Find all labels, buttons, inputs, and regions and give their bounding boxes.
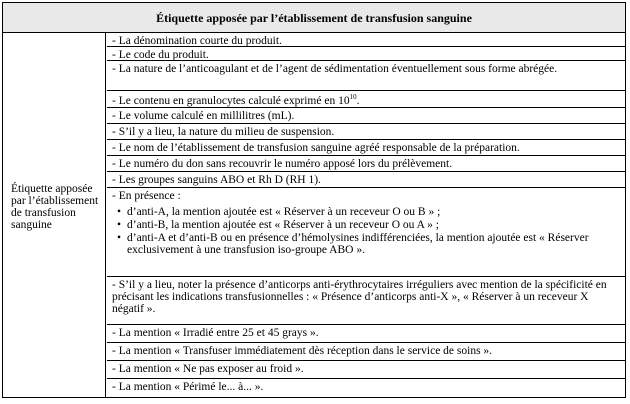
list-item — [107, 90, 625, 107]
table-header — [3, 3, 625, 33]
list-item: - La nature de l’anticoagulant et de l’agent de sédimentation éventuellement sous forme abrégée. — [107, 60, 625, 90]
list-item: - Le volume calculé en millilitres (mL). — [107, 107, 625, 123]
list-item: - La mention « Transfuser immédiatement dès réception dans le service de soins ». — [107, 342, 625, 360]
label-table — [2, 2, 626, 398]
list-item: - S’il y a lieu, noter la présence d’anticorps anti-érythrocytaires irréguliers avec mention de la spécificité en précisant les indications transfusionnelles : « Présence d’anticorps anti-X », « Réserver à un receveur X négatif ». — [107, 276, 625, 324]
row-label: Étiquette apposée par l’établissement de transfusion sanguine — [11, 183, 99, 231]
granulocyte-suffix: . — [356, 95, 360, 107]
list-item: - La dénomination courte du produit. — [112, 35, 282, 47]
list-item: - Les groupes sanguins ABO et Rh D (RH 1). — [107, 171, 625, 187]
granulocyte-exponent: 10 — [349, 93, 357, 102]
list-item: - Le nom de l’établissement de transfusion sanguine agréé responsable de la préparation. — [107, 139, 625, 155]
list-item: - La mention « Ne pas exposer au froid ». — [107, 360, 625, 378]
list-item: - Le numéro du don sans recouvrir le numéro apposé lors du prélèvement. — [107, 155, 625, 171]
list-item: - S’il y a lieu, la nature du milieu de suspension. — [107, 123, 625, 139]
granulocyte-text: - Le contenu en granulocytes calculé exprimé en 10 — [112, 95, 350, 107]
list-item: - La mention « Périmé le... à... ». — [107, 378, 625, 397]
list-item: - Le code du produit. — [107, 46, 625, 60]
column-divider — [105, 33, 106, 397]
list-item-presence: - En présence : • d’anti-A, la mention ajoutée est « Réserver à un receveur O ou B » ; • d’anti-B, la mention ajoutée est « Réserver à un receveur O ou A » ; • d’anti-A et d’anti-B ou en présence d’hémolysines indifférenciées, la mention ajoutée est « Réserver exclusivement à une transfusion iso-groupe ABO ». — [107, 187, 625, 276]
list-item: - La mention « Irradié entre 25 et 45 grays ». — [107, 324, 625, 342]
table-title: Étiquette apposée par l’établissement de transfusion sanguine — [156, 11, 472, 25]
